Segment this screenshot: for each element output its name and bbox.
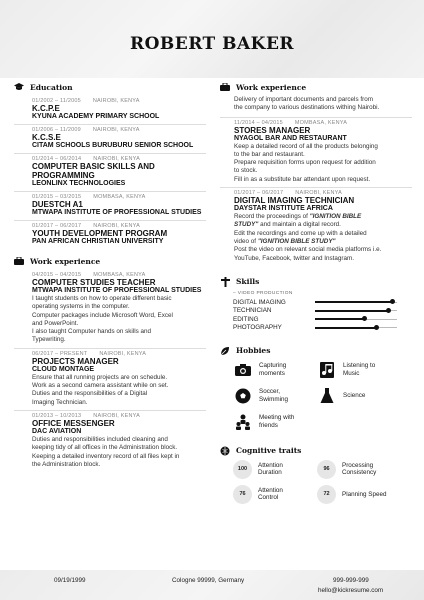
hobby-label: Music xyxy=(343,369,360,377)
entry-degree: DUESTCH A1 xyxy=(32,200,83,209)
hobby-item xyxy=(233,412,317,432)
entry-place: NAIROBI, KENYA xyxy=(295,190,342,197)
entry-line: Fill in as a substitute bar attendant upon request. xyxy=(234,175,371,183)
education-entry xyxy=(14,124,206,150)
skill-fill xyxy=(315,301,393,303)
skill-level-dot xyxy=(386,308,391,313)
entry-date: 01/2014 – 06/2014 xyxy=(32,156,82,162)
work-entry xyxy=(14,270,206,345)
entry-line: YouTube, Facebook, twitter and Instagram. xyxy=(234,254,354,262)
skills-subtitle: – VIDEO PRODUCTION xyxy=(233,290,293,296)
education-heading xyxy=(14,82,206,92)
cognitive-heading xyxy=(220,446,412,456)
skill-fill xyxy=(315,318,364,320)
skill-bar xyxy=(315,327,397,328)
cognitive-item xyxy=(317,460,401,479)
entry-degree: K.C.S.E xyxy=(32,133,61,142)
entry-degree: YOUTH DEVELOPMENT PROGRAM xyxy=(32,229,168,238)
skill-label: EDITING xyxy=(233,315,259,323)
footer-banner xyxy=(0,570,424,600)
entry-place: NAIROBI, KENYA xyxy=(92,127,140,133)
work-entry xyxy=(220,117,412,184)
hobby-label: Science xyxy=(343,392,366,400)
entry-school: PAN AFRICAN CHRISTIAN UNIVERSITY xyxy=(32,238,164,245)
left-column xyxy=(14,82,206,472)
cognitive-label: Planning Speed xyxy=(342,490,387,498)
skill-row xyxy=(233,315,412,324)
entry-date: 01/2017 – 06/2017 xyxy=(32,223,82,229)
education-entry xyxy=(14,191,206,217)
entry-line xyxy=(234,213,412,221)
soccer-ball-icon xyxy=(233,386,253,406)
entry-org: DAC AVIATION xyxy=(32,427,82,435)
skill-row xyxy=(233,323,412,332)
skill-level-dot xyxy=(362,316,367,321)
entry-school: KYUNA ACADEMY PRIMARY SCHOOL xyxy=(32,113,160,120)
right-column xyxy=(220,82,412,504)
entry-date: 04/2015 – 04/2015 xyxy=(32,272,82,278)
camera-icon xyxy=(233,360,253,380)
entry-line: Computer packages include Microsoft Word, Excel xyxy=(32,311,173,319)
header-banner xyxy=(0,0,424,78)
entry-text: and maintain a digital record. xyxy=(258,221,341,229)
entry-place: MOMBASA, KENYA xyxy=(294,119,348,126)
cognitive-title: Cognitive traits xyxy=(236,446,302,456)
skill-row xyxy=(233,298,412,307)
skill-level-dot xyxy=(374,325,379,330)
work-experience-heading xyxy=(220,82,412,92)
work-experience-heading xyxy=(14,256,206,266)
entry-org: MTWAPA INSTITUTE OF PROFESSIONAL STUDIES xyxy=(32,287,202,294)
entry-text: Record the proceedings of xyxy=(234,213,310,221)
education-title: Education xyxy=(30,82,73,92)
entry-date: 01/2013 – 10/2013 xyxy=(32,412,82,419)
entry-org: CLOUD MONTAGE xyxy=(32,365,95,373)
entry-role: DIGITAL IMAGING TECHNICIAN xyxy=(234,196,355,206)
cognitive-score: 72 xyxy=(317,485,336,504)
hobby-label: Meeting with xyxy=(259,414,295,422)
entry-role: STORES MANAGER xyxy=(234,125,311,135)
entry-degree: COMPUTER BASIC SKILLS AND PROGRAMMING xyxy=(32,162,155,180)
entry-line: Typewriting. xyxy=(32,336,66,344)
cognitive-score: 100 xyxy=(233,460,252,479)
entry-school: MTWAPA INSTITUTE OF PROFESSIONAL STUDIES xyxy=(32,209,202,216)
entry-date: 01/2017 – 06/2017 xyxy=(234,190,284,197)
entry-line: Duties and responsibilities included cleaning and xyxy=(32,435,168,443)
work-entry xyxy=(220,187,412,263)
phone-number[interactable]: 999-999-999 xyxy=(333,577,369,584)
tools-icon xyxy=(220,277,230,287)
entry-date: 06/2017 – PRESENT xyxy=(32,350,88,357)
entry-place: NAIROBI, KENYA xyxy=(93,412,140,419)
entry-line: Keep a detailed record of all the products belonging xyxy=(234,142,378,150)
hobby-label: Soccer, xyxy=(259,388,280,396)
entry-line: Post the video on relevant social media platforms i.e. xyxy=(234,246,382,254)
entry-line: to stock. xyxy=(234,167,258,175)
cognitive-label: Duration xyxy=(258,469,282,477)
brain-icon xyxy=(220,446,230,456)
graduation-cap-icon xyxy=(14,82,24,92)
entry-place: NAIROBI, KENYA xyxy=(92,98,140,104)
skill-bar xyxy=(315,319,397,320)
entry-role: PROJECTS MANAGER xyxy=(32,356,119,366)
entry-emphasis: STUDY" xyxy=(234,221,259,229)
skills-heading xyxy=(220,277,412,287)
hobby-label: moments xyxy=(259,369,285,377)
skill-fill xyxy=(315,310,389,312)
entry-line xyxy=(234,238,412,246)
cognitive-grid xyxy=(233,460,412,504)
hobbies-grid xyxy=(233,360,412,432)
skills-title: Skills xyxy=(236,277,260,287)
intro-line: Delivery of important documents and parcels from xyxy=(234,96,373,103)
cognitive-score: 96 xyxy=(317,460,336,479)
entry-emphasis: "IGNITION BIBLE xyxy=(309,213,362,221)
cognitive-label: Attention xyxy=(258,486,283,494)
entry-line: operating systems in the computer. xyxy=(32,303,130,311)
hobby-item xyxy=(233,386,317,406)
address: Cologne 99999, Germany xyxy=(172,577,245,584)
skill-bar xyxy=(315,310,397,311)
entry-date: 01/2002 – 11/2005 xyxy=(32,98,81,104)
hobby-label: Swimming xyxy=(259,395,289,403)
date-of-birth: 09/19/1999 xyxy=(54,577,86,584)
entry-line: Prepare requisition forms upon request for addition xyxy=(234,159,376,167)
cognitive-item xyxy=(233,460,317,479)
entry-emphasis: "IGNITION BIBLE STUDY" xyxy=(257,237,336,245)
work-entry xyxy=(14,410,206,469)
hobbies-title: Hobbies xyxy=(236,346,271,356)
entry-school: LEONLINX TECHNOLOGIES xyxy=(32,180,126,187)
skill-label: TECHNICIAN xyxy=(233,307,272,315)
entry-line: and PowerPoint. xyxy=(32,319,79,327)
skill-bar xyxy=(315,302,397,303)
hobby-label: friends xyxy=(259,421,278,429)
entry-date: 01/2006 – 11/2009 xyxy=(32,127,81,133)
entry-role: OFFICE MESSENGER xyxy=(32,418,115,428)
entry-line: I taught students on how to operate different basic xyxy=(32,295,172,302)
cognitive-label: Control xyxy=(258,494,279,502)
skill-label: PHOTOGRAPHY xyxy=(233,324,282,332)
entry-line: the Administration block. xyxy=(32,460,101,468)
leaf-icon xyxy=(220,346,230,356)
hobby-item xyxy=(317,386,401,406)
hobby-item xyxy=(317,360,401,380)
entry-line xyxy=(234,221,412,229)
cognitive-label: Processing xyxy=(342,461,374,469)
skill-level-dot xyxy=(390,299,395,304)
education-entry xyxy=(14,153,206,188)
hobby-item xyxy=(233,360,317,380)
hobbies-heading xyxy=(220,346,412,356)
work-experience-title: Work experience xyxy=(30,256,101,266)
cognitive-label: Attention xyxy=(258,461,283,469)
entry-place: MOMBASA, KENYA xyxy=(93,272,146,278)
entry-line: Ensure that all running projects are on schedule. xyxy=(32,373,168,381)
entry-line: Duties and the responsibilities of a Digital xyxy=(32,390,148,398)
entry-school: CITAM SCHOOLS BURUBURU SENIOR SCHOOL xyxy=(32,142,194,149)
intro-line: the company to various destinations withing Nairobi. xyxy=(234,104,380,112)
cognitive-label: Consistency xyxy=(342,469,377,477)
entry-role: COMPUTER STUDIES TEACHER xyxy=(32,278,156,287)
entry-line: keeping tidy of all offices in the Administration block. xyxy=(32,444,178,452)
entry-org: DAYSTAR INSTITUTE AFRICA xyxy=(234,205,333,213)
candidate-name: ROBERT BAKER xyxy=(129,34,295,54)
skill-row xyxy=(233,306,412,315)
briefcase-icon xyxy=(14,256,24,266)
entry-text: video of xyxy=(234,237,258,245)
email-address[interactable]: hello@kickresume.com xyxy=(318,587,384,594)
entry-org: NYAGOL BAR AND RESTAURANT xyxy=(234,134,347,142)
skill-label: DIGITAL IMAGING xyxy=(233,298,286,306)
science-flask-icon xyxy=(317,386,337,406)
entry-line: Keeping a detailed inventory record of all files kept in xyxy=(32,452,180,460)
education-entry xyxy=(14,220,206,246)
entry-date: 11/2014 – 04/2015 xyxy=(234,119,283,126)
entry-degree: K.C.P.E xyxy=(32,104,60,113)
hobby-label: Capturing xyxy=(259,362,287,370)
entry-line: Imaging Technician. xyxy=(32,398,88,406)
people-icon xyxy=(233,412,253,432)
entry-line: Edit the recordings and come up with a detailed xyxy=(234,229,367,237)
briefcase-icon xyxy=(220,82,230,92)
entry-line: to the bar and restaurant. xyxy=(234,150,305,158)
cognitive-item xyxy=(317,485,401,504)
cognitive-item xyxy=(233,485,317,504)
entry-line: I also taught Computer hands on skills and xyxy=(32,328,152,336)
entry-place: NAIROBI, KENYA xyxy=(93,223,140,229)
entry-place: MOMBASA, KENYA xyxy=(93,194,146,200)
music-icon xyxy=(317,360,337,380)
work-entry xyxy=(14,348,206,407)
entry-line: Work as a second camera assistant while on set. xyxy=(32,382,169,390)
entry-date: 01/2015 – 03/2015 xyxy=(32,194,82,200)
work-experience-title: Work experience xyxy=(236,82,307,92)
entry-place: NAIROBI, KENYA xyxy=(93,156,140,162)
cognitive-score: 76 xyxy=(233,485,252,504)
skill-fill xyxy=(315,327,377,329)
entry-place: NAIROBI, KENYA xyxy=(99,350,147,357)
hobby-label: Listening to xyxy=(343,362,376,370)
education-entry xyxy=(14,96,206,121)
